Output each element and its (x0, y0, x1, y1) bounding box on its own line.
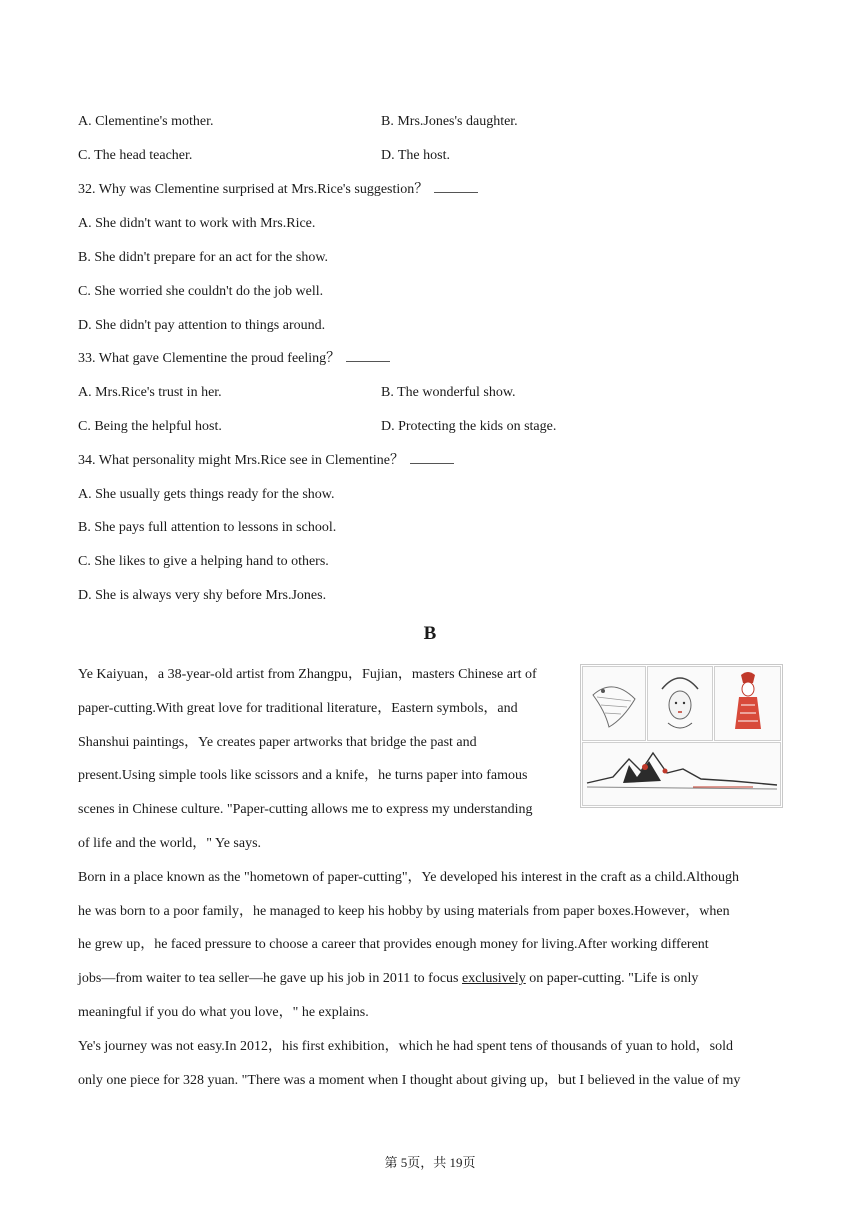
page-number: 第 5页，共 19页 (384, 1155, 476, 1170)
paragraph-line: meaningful if you do what you love，" he explains. (78, 1005, 369, 1020)
q32-question-row (78, 180, 478, 200)
opera-figure-artwork-icon (715, 667, 780, 740)
q33-option-c: C. Being the helpful host. (78, 419, 222, 434)
paragraph-line: of life and the world，" Ye says. (78, 836, 262, 851)
paragraph-line: only one piece for 328 yuan. "There was a moment when I thought about giving up，but I believed in the value of my (78, 1073, 741, 1088)
answer-blank (346, 349, 390, 362)
q32-option-a: A. She didn't want to work with Mrs.Rice. (78, 216, 316, 231)
paragraph-line: paper-cutting.With great love for traditional literature，Eastern symbols，and (78, 701, 518, 716)
paragraph-line: scenes in Chinese culture. "Paper-cutting allows me to express my understanding (78, 802, 533, 817)
q33-option-d: D. Protecting the kids on stage. (381, 419, 557, 434)
artwork-panel (647, 666, 713, 741)
q31-option-d: D. The host. (381, 148, 450, 163)
section-heading: B (423, 623, 437, 644)
q34-option-d: D. She is always very shy before Mrs.Jones. (78, 588, 327, 603)
q33-option-b: B. The wonderful show. (381, 385, 516, 400)
answer-blank (410, 451, 454, 464)
paragraph-line: Ye's journey was not easy.In 2012，his first exhibition，which he had spent tens of thousands of yuan to hold，sold (78, 1039, 734, 1054)
q34-question: 34. What personality might Mrs.Rice see in Clementine？ (78, 453, 404, 468)
q31-option-b: B. Mrs.Jones's daughter. (381, 114, 518, 129)
q33-question: 33. What gave Clementine the proud feeling？ (78, 351, 341, 366)
q34-option-c: C. She likes to give a helping hand to others. (78, 554, 329, 569)
paragraph-line: present.Using simple tools like scissors and a knife，he turns paper into famous (78, 768, 528, 783)
artwork-panel (714, 666, 781, 741)
q34-question-row (78, 451, 454, 471)
q33-question-row (78, 349, 390, 369)
opera-face-artwork-icon (648, 667, 712, 740)
paper-cutting-artwork-image (580, 664, 783, 808)
fan-artwork-icon (583, 667, 645, 740)
artwork-panel (582, 666, 646, 741)
paragraph-text: on paper-cutting. "Life is only (525, 971, 699, 986)
q32-option-c: C. She worried she couldn't do the job well. (78, 284, 324, 299)
q34-option-b: B. She pays full attention to lessons in school. (78, 520, 337, 535)
paragraph-line (78, 969, 698, 989)
underlined-word: exclusively (462, 971, 526, 986)
q34-option-a: A. She usually gets things ready for the show. (78, 487, 335, 502)
paragraph-line: he was born to a poor family，he managed to keep his hobby by using materials from paper boxes.However，when (78, 904, 730, 919)
paragraph-line: Shanshui paintings，Ye creates paper artworks that bridge the past and (78, 735, 477, 750)
q32-question: 32. Why was Clementine surprised at Mrs.Rice's suggestion？ (78, 182, 429, 197)
landscape-artwork-icon (583, 743, 780, 805)
q32-option-d: D. She didn't pay attention to things around. (78, 318, 326, 333)
answer-blank (434, 180, 478, 193)
q31-option-c: C. The head teacher. (78, 148, 193, 163)
q31-option-a: A. Clementine's mother. (78, 114, 214, 129)
paragraph-line: Born in a place known as the "hometown of paper-cutting"，Ye developed his interest in the craft as a child.Although (78, 870, 739, 885)
q33-option-a: A. Mrs.Rice's trust in her. (78, 385, 222, 400)
q32-option-b: B. She didn't prepare for an act for the show. (78, 250, 329, 265)
artwork-panel (582, 742, 781, 806)
paragraph-line: he grew up，he faced pressure to choose a career that provides enough money for living.After working different (78, 937, 709, 952)
paragraph-text: jobs—from waiter to tea seller—he gave up his job in 2011 to focus (78, 971, 463, 986)
paragraph-line: Ye Kaiyuan，a 38-year-old artist from Zhangpu，Fujian，masters Chinese art of (78, 667, 537, 682)
